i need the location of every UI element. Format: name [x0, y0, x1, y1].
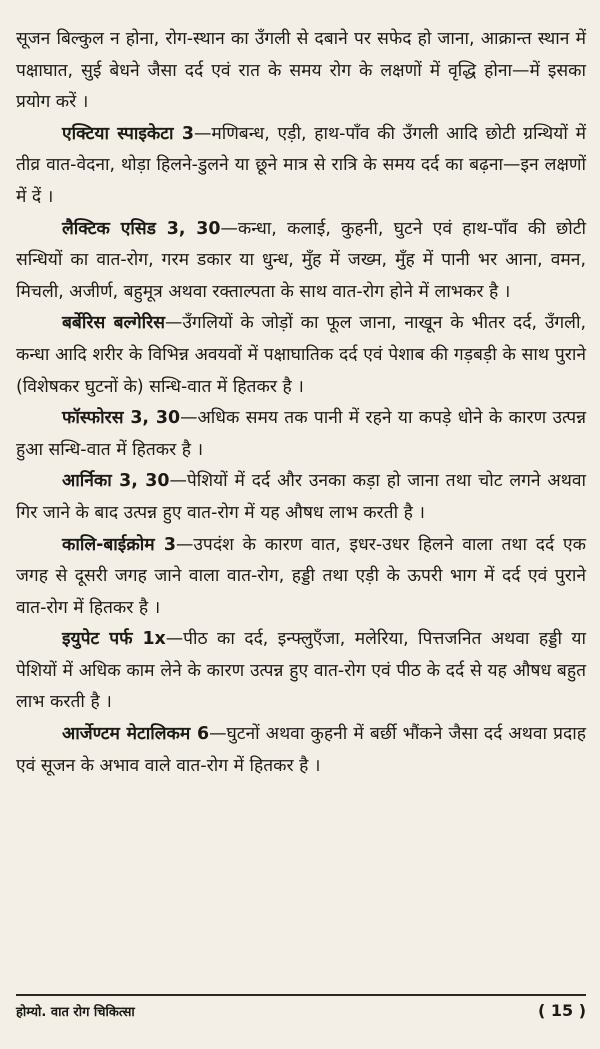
remedy-description: —कन्धा, कलाई, कुहनी, घुटने एवं हाथ-पाँव की छोटी सन्धियों का वात-रोग, गरम डकार या धुन्ध, मुँह में जख्म, मुँह में पानी भर आना, वमन, मिचली, अजीर्ण, बहुमूत्र अथवा रक्ताल्पता के साथ वात-रोग होने में लाभकर है ।	[16, 218, 586, 302]
footer-divider	[16, 994, 586, 996]
remedy-heading: बर्बेरिस बल्गेरिस	[62, 313, 165, 334]
remedy-heading: फॉस्फोरस 3, 30	[62, 408, 181, 429]
running-title: होम्यो. वात रोग चिकित्सा	[16, 1005, 135, 1020]
remedy-paragraph-lactic-acid	[16, 214, 586, 309]
paragraph-continuation	[16, 24, 586, 119]
remedy-paragraph-argentum-metallicum	[16, 719, 586, 782]
remedy-description: —घुटनों अथवा कुहनी में बर्छी भौंकने जैसा दर्द अथवा प्रदाह एवं सूजन के अभाव वाले वात-रोग में हितकर है ।	[16, 724, 587, 776]
remedy-paragraph-eupatorium-perfoliatum	[16, 624, 586, 719]
page-number: ( 15 )	[537, 1001, 586, 1020]
remedy-description: —उपदंश के कारण वात, इधर-उधर हिलने वाला तथा दर्द एक जगह से दूसरी जगह जाने वाला वात-रोग, हड्डी तथा एड़ी के ऊपरी भाग में दर्द एवं पुराने वात-रोग में हितकर है ।	[16, 534, 586, 618]
paragraph-text: सूजन बिल्कुल न होना, रोग-स्थान का उँगली से दबाने पर सफेद हो जाना, आक्रान्त स्थान में पक्षाघात, सुई बेधने जैसा दर्द एवं रात के समय रोग के लक्षणों में वृद्धि होना—में इसका प्रयोग करें ।	[16, 29, 586, 113]
remedy-paragraph-actaea-spicata	[16, 119, 586, 214]
remedy-heading: आर्जेण्टम मेटालिकम 6	[62, 724, 210, 745]
remedy-paragraph-phosphorus	[16, 403, 586, 466]
page-body	[16, 24, 586, 782]
remedy-paragraph-arnica	[16, 466, 586, 529]
remedy-heading: आर्निका 3, 30	[62, 471, 170, 492]
remedy-description: —अधिक समय तक पानी में रहने या कपड़े धोने के कारण उत्पन्न हुआ सन्धि-वात में हितकर है ।	[16, 408, 586, 460]
remedy-paragraph-kali-bichromicum	[16, 530, 586, 625]
remedy-description: —पेशियों में दर्द और उनका कड़ा हो जाना तथा चोट लगने अथवा गिर जाने के बाद उत्पन्न हुए वात-रोग में यह औषध लाभ करती है ।	[16, 471, 586, 523]
remedy-description: —पीठ का दर्द, इन्फ्लुएँजा, मलेरिया, पित्तजनित अथवा हड्डी या पेशियों में अधिक काम लेने के कारण उत्पन्न हुए वात-रोग एवं पीठ के दर्द से यह औषध बहुत लाभ करती है ।	[16, 629, 586, 713]
remedy-paragraph-berberis-vulgaris	[16, 308, 586, 403]
remedy-heading: लैक्टिक एसिड 3, 30	[62, 218, 221, 239]
remedy-description: —मणिबन्ध, एड़ी, हाथ-पाँव की उँगली आदि छोटी ग्रन्थियों में तीव्र वात-वेदना, थोड़ा हिलने-डुलने या छूने मात्र से रात्रि के समय दर्द का बढ़ना—इन लक्षणों में दें ।	[16, 123, 586, 207]
remedy-heading: एक्टिया स्पाइकेटा 3	[62, 123, 194, 144]
remedy-heading: कालि-बाईक्रोम 3	[62, 534, 177, 555]
remedy-heading: इयुपेट पर्फ 1x	[62, 629, 166, 650]
page-footer	[16, 1001, 586, 1020]
remedy-description: —उँगलियों के जोड़ों का फूल जाना, नाखून के भीतर दर्द, उँगली, कन्धा आदि शरीर के विभिन्न अवयवों में पक्षाघातिक दर्द एवं पेशाब की गड़बड़ी के साथ पुराने (विशेषकर घुटनों के) सन्धि-वात में हितकर है ।	[16, 313, 586, 397]
